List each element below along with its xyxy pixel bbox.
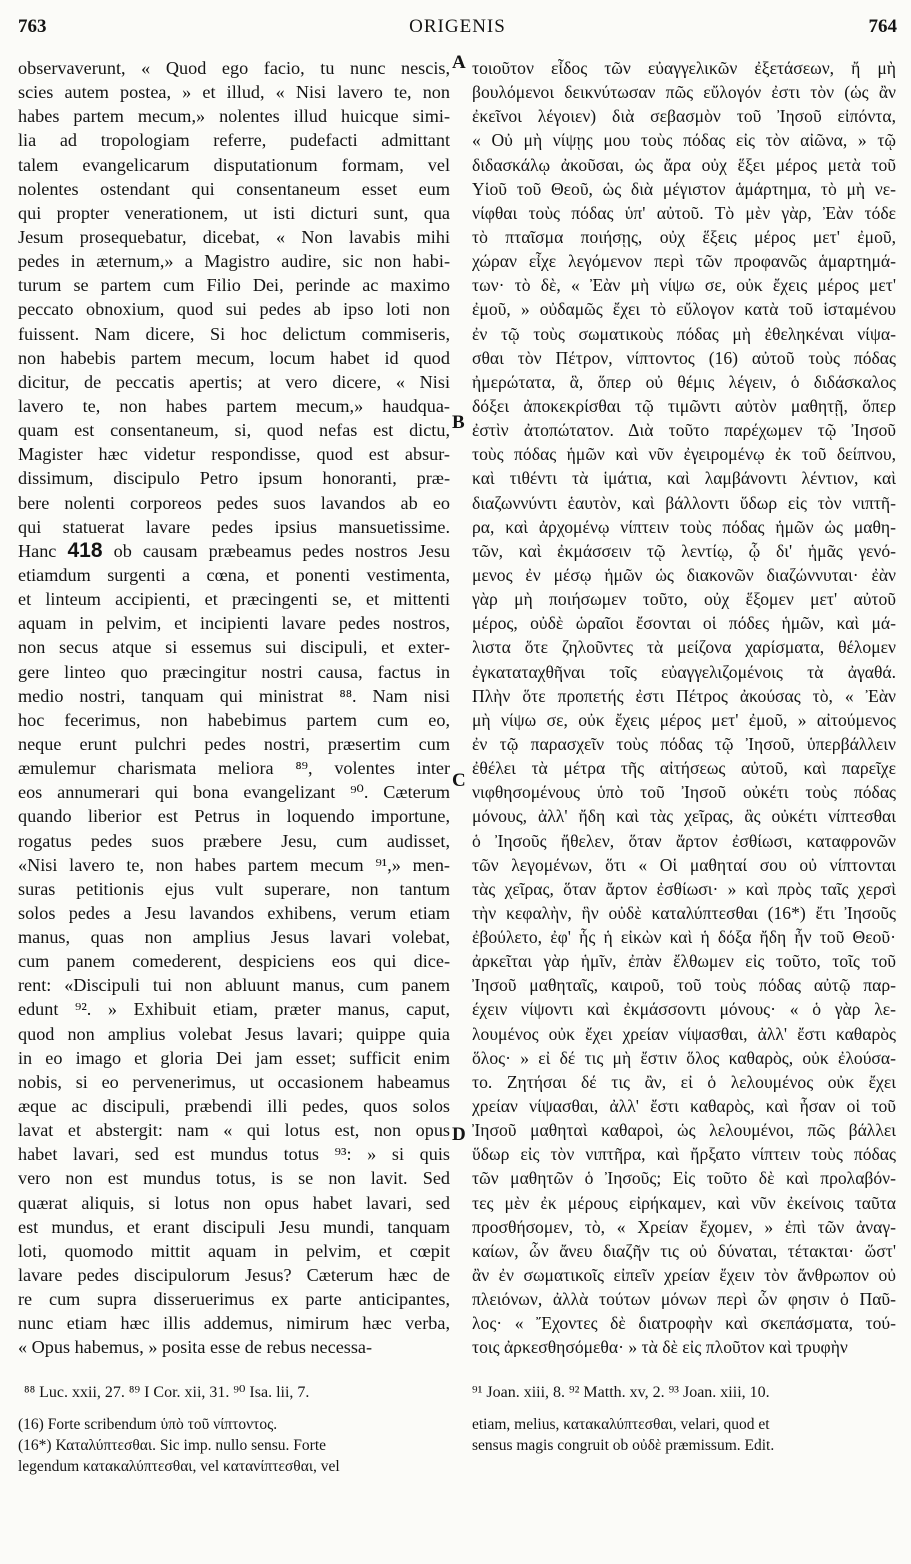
text-line: τοιοῦτον εἶδος τῶν εὐαγγελικῶν ἐξετάσεων, ἤ μὴ [472, 58, 896, 78]
note-line: (16) Forte scribendum ὑπὸ τοῦ νίπτοντος. [18, 1416, 278, 1433]
text-line: διαζωννύντι ἑαυτὸν, καὶ βάλλοντι ὕδωρ εἰς τὸν νιπτῆ- [472, 492, 896, 513]
text-line: των· τὸ δὲ, « Ἐὰν μὴ νίψω σε, οὐκ ἔχεις μέρος μετ' [472, 275, 896, 296]
text-line: cum panem comederent, despiciens eos qui dice- [18, 951, 450, 972]
text-line: ἠμερώτατα, ἃ, ὅπερ οὐ θέμις λέγειν, ὁ διδάσκαλος [472, 371, 896, 392]
text-line: ὁ Ἰησοῦς ἤθελεν, ὅταν ἄρτον ἐσθίωσι, καταφρονῶν [472, 830, 896, 851]
text-line: fuissent. Nam dicere, Si hoc delictum commiseris, [18, 323, 450, 344]
text-line: qui propter venerationem, ut isti dicturi sunt, qua [18, 202, 450, 223]
text-line: hoc fecerimus, non habebimus partem cum eo, [18, 709, 450, 730]
text-line: ἐβούλετο, ἐφ' ἧς ἡ εἰκὼν καὶ ἡ δόξα ἤδη ἦν τοῦ Θεοῦ· [472, 927, 896, 948]
text-line: ρα, καὶ ἀρχομένῳ νίπτειν τοὺς πόδας ἡμῶν ὡς μαθη- [472, 516, 896, 537]
text-line: peccato obnoxium, quod sui pedes ab ipso loti non [18, 299, 450, 320]
text-line: νιφθησομένους ὑπὸ τοῦ Ἰησοῦ οὐκέτι τοὺς πόδας [472, 782, 896, 803]
text-line: ὅλος· » εἰ δέ τις μὴ ἔστιν ὅλος καθαρὸς, οὐκ ἐλούσα- [472, 1047, 896, 1068]
text-line: Jesum prosequebatur, dicebat, « Non lavabis mihi [18, 226, 450, 247]
text-line: « Οὐ μὴ νίψῃς μου τοὺς πόδας εἰς τὸν αἰῶνα, » τῷ [472, 130, 896, 151]
text-line: Hanc 418 ob causam præbeamus pedes nostros Jesu [18, 538, 451, 562]
text-line: æmulemur charismata meliora ⁸⁹, volentes inter [18, 758, 450, 779]
text-line: « Opus habemus, » posita esse de rebus necessa- [18, 1337, 373, 1358]
page-number-right: 764 [868, 16, 897, 37]
text-line: quærat aliquis, si lotus non opus habet lavari, sed [18, 1192, 450, 1213]
text-line: ἐγκαταταχθῆναι τοῖς εὐαγγελιζομένοις τὰ ἀγαθά. [472, 661, 896, 682]
text-line: habet lavari, sed est mundus totus ⁹³: » si quis [18, 1144, 450, 1165]
note-line: legendum κατακαλύπτεσθαι, vel κατανίπτεσθαι, vel [18, 1458, 340, 1475]
text-line: μενος ἐν μέσῳ ἡμῶν ὡς διακονῶν διαζώννυται· ἐὰν [472, 564, 896, 585]
text-line: καίων, ὧν ἄνευ διαζῆν τις οὐ δύναται, τέτακται· ὥστ' [472, 1240, 896, 1261]
text-line: καὶ τιθέντι τὰ ἱμάτια, καὶ λαμβάνοντι λέντιον, καὶ [472, 468, 896, 489]
text-line: μόνους, ἀλλ' ἤδη καὶ τὰς χεῖρας, ἃς οὐκέτι νίπτεσθαι [472, 806, 896, 827]
text-line: ἂν ἐν σωματικοῖς εἰπεῖν χρείαν ἔχειν τὸν ἄνθρωπον οὐ [472, 1265, 896, 1286]
text-line: habes partem mecum,» nolentes illud huicque simi- [18, 106, 450, 127]
text-line: μέρος, οὐδὲ ὡραῖοι ἔσονται οἱ πόδες ἡμῶν, καὶ μά- [472, 613, 896, 634]
text-line: ἐν τῷ τοὺς σωματικοὺς πόδας μὴ ἐθεληκέναι νίψα- [472, 323, 896, 344]
note-line: (16*) Καταλύπτεσθαι. Sic imp. nullo sensu. Forte [18, 1437, 327, 1454]
text-line: nolentes ostendant qui consentaneum esset eum [18, 178, 450, 199]
text-line: lavat et abstergit: nam « qui lotus est, non opus [18, 1120, 450, 1141]
text-line: loti, quomodo mittit aquam in pelvim, et cœpit [18, 1240, 450, 1261]
text-line: æque ac discipuli, præbendi illi pedes, quos solos [18, 1096, 450, 1117]
text-line: non habebis partem mecum, locum habet id quod [18, 347, 450, 368]
text-line: ἀρκεῖται γὰρ ἡμῖν, ἐπὰν ἔλθωμεν εἰς τοῦτο, τοῖς τοῦ [472, 951, 896, 972]
text-line: τὰς χεῖρας, ὅταν ἄρτον ἐσθίωσι· » καὶ πρὸς ταῖς χερσὶ [472, 878, 896, 899]
text-line: τῶν μαθητῶν ὁ Ἰησοῦς; Εἰς τοῦτο δὲ καὶ προλαβόν- [472, 1168, 896, 1189]
text-line: τοις ἀρκεσθησόμεθα· » τὰ δὲ εἰς πλοῦτον καὶ τρυφὴν [472, 1337, 848, 1358]
text-line: Πλὴν ὅτε προπετής ἐστι Πέτρος ἀκούσας τὸ, « Ἐὰν [472, 685, 896, 706]
text-line: δόξει ἀποκεκρίσθαι τῷ τιμῶντι αὐτὸν μαθητῇ, ὅπερ [472, 395, 896, 416]
text-line: manus, quas non amplius Jesus lavari volebat, [18, 927, 450, 948]
text-line: τῶν λεγομένων, ὅτι « Οἱ μαθηταί σου οὐ νίπτονται [472, 854, 896, 875]
text-line: διδασκάλῳ ἀκοῦσαι, ὡς ἄρα οὐχ ἕξει μέρος μετὰ τοῦ [472, 154, 896, 175]
text-line: χώραν εἶχε λεγόμενον περὶ τῶν προφανῶς ἁμαρτημά- [472, 251, 896, 272]
note-line: sensus magis congruit ob οὐδὲ præmissum. Edit. [472, 1437, 775, 1454]
text-line: bere nolenti corporeos pedes suos lavandos ab eo [18, 492, 450, 513]
text-line: ὕδωρ εἰς τὸν νιπτῆρα, καὶ ἤρξατο νίπτειν τοὺς πόδας [472, 1144, 896, 1165]
text-line: γὰρ μὴ ποιήσωμεν τοῦτο, οὐχ ἕξομεν μετ' αὐτοῦ [472, 589, 896, 610]
text-line: λος· « Ἔχοντες δὲ διατροφὴν καὶ σκεπάσματα, τού- [472, 1313, 896, 1334]
text-line: observaverunt, « Quod ego facio, tu nunc nescis, [18, 58, 450, 78]
text-line: gere linteo quo præcingitur nostri causa, factus in [18, 661, 450, 682]
text-line: quando liberior est Petrus in loquendo importune, [18, 806, 450, 827]
footnotes-left: ⁸⁸ Luc. xxii, 27. ⁸⁹ I Cor. xii, 31. ⁹⁰ Isa. lii, 7. [24, 1384, 310, 1401]
text-line: scies autem postea, » et illud, « Nisi lavero te, non [18, 82, 450, 103]
text-line: σθαι τὸν Πέτρον, νίπτοντος (16) αὐτοῦ τοὺς πόδας [472, 347, 896, 368]
margin-letter-d: D [452, 1124, 466, 1145]
text-line: ἐθέλει τὰ μέτρα τῆς αἰτήσεως αὐτοῦ, καὶ παρεῖχε [472, 758, 896, 779]
column-number: 418 [67, 538, 103, 562]
text-line: turum se partem cum Filio Dei, perinde ac maximo [18, 275, 450, 296]
text-line: Ἰησοῦ μαθηταὶ καθαροὶ, ὡς λελουμένοι, πῶς βάλλει [472, 1120, 896, 1141]
text-line: edunt ⁹². » Exhibuit etiam, præter manus, caput, [18, 999, 450, 1020]
text-line: έχειν νίψοντι καὶ ἐκμάσσοντι μόνους· « ὁ γὰρ λε- [472, 999, 896, 1020]
text-line: λουμένος οὐκ ἔχει χρείαν νίψασθαι, ἀλλ' ἔστι καθαρὸς [472, 1023, 896, 1044]
text-line: quam est consentaneum, si, quod nefas est dictu, [18, 420, 450, 441]
text-line: ἐμοῦ, » οὐδαμῶς ἔχει τὸ εὔλογον κατὰ τοῦ ἱσταμένου [472, 299, 896, 320]
text-line: et linteum accipienti, et præcingenti se, et mittenti [18, 589, 450, 610]
text-line: talem evangelicarum disputationum formam, vel [18, 154, 450, 175]
text-line: dicitur, de peccatis apertis; at vero dicere, « Nisi [18, 371, 450, 392]
text-line: eos annumerari qui bona evangelizant ⁹⁰. Cæterum [18, 782, 450, 803]
margin-letter-c: C [452, 770, 466, 791]
text-line: lavare pedes discipulorum Jesus? Cæterum hæc de [18, 1265, 450, 1286]
text-line: νίφθαι τοὺς πόδας ὑπ' αὐτοῦ. Τὸ μὲν γὰρ, Ἐὰν τόδε [472, 202, 896, 223]
text-line: neque erunt pulchri pedes nostri, præsertim cum [18, 733, 450, 754]
text-line: non secus atque si essemus sui discipuli, et exter- [18, 637, 450, 658]
text-line: re cum supra disseruerimus ex parte anticipantes, [18, 1289, 450, 1310]
text-line: τὴν κεφαλὴν, ἣν οὐδὲ καταλύπτεσθαι (16*) ἔτι Ἰησοῦς [472, 902, 896, 923]
text-line: Magister hæc videtur respondisse, quod est absur- [18, 444, 450, 465]
text-line: in eo imago et gloria Dei jam esset; sufficit enim [18, 1047, 450, 1068]
editor-notes-left [18, 1414, 450, 1477]
text-line: τῶν, καὶ ἐκμάσσειν τῷ λεντίῳ, ᾧ δι' ἡμᾶς γενό- [472, 540, 896, 561]
margin-letter-a: A [452, 52, 466, 73]
latin-column [18, 56, 450, 1360]
text-line: etiamdum surgenti a cœna, et ponenti vestimenta, [18, 564, 450, 585]
running-header [18, 14, 897, 42]
text-line: rent: «Discipuli tui non abluunt manus, cum panem [18, 975, 450, 996]
text-line: quod non amplius volebat Jesus lavari; quippe quia [18, 1023, 450, 1044]
text-line: προσθήσομεν, τὸ, « Χρείαν ἔχομεν, » ἐπὶ τῶν ἀναγ- [472, 1216, 896, 1237]
text-line: nobis, si eo pervenerimus, ut occasionem habeamus [18, 1071, 450, 1092]
text-line: aquam in pelvim, et incipienti lavare pedes nostros, [18, 613, 450, 634]
text-line: rogatus pedes suos præbere Jesu, cum audisset, [18, 830, 450, 851]
text-line: μὴ νίψω σε, οὐκ ἔχεις μέρος μετ' ἐμοῦ, » αἰτούμενος [472, 709, 896, 730]
text-line: τοὺς πόδας ἡμῶν καὶ νῦν ἐγειρομένῳ ἐκ τοῦ δείπνου, [472, 444, 896, 465]
text-line: lavero te, non habes partem mecum,» haudqua- [18, 395, 450, 416]
greek-column [472, 56, 896, 1360]
text-line: suras petitionis ejus vult superare, non tantum [18, 878, 450, 899]
text-line: est mundus, et erant discipuli Jesu mundi, tanquam [18, 1216, 450, 1237]
text-line: ἐκεῖνοι λέγοιεν) διὰ σεβασμὸν τοῦ Ἰησοῦ εἰπόντα, [472, 106, 896, 127]
text-line: qui statuerat lavare pedes ipsius mansuetissime. [18, 516, 450, 537]
text-line: solos pedes a Jesu lavandos exhibens, verum etiam [18, 902, 450, 923]
text-line: lia ad tropologiam referre, pudefacti admittant [18, 130, 450, 151]
text-line: ἐν τῷ παρασχεῖν τοὺς πόδας τῷ Ἰησοῦ, ὑπερβάλλειν [472, 733, 896, 754]
text-line: βουλόμενοι δεικνύτωσαν πῶς εὔλογόν ἐστι τὸν (ὡς ἂν [472, 82, 896, 103]
text-line: πλειόνων, ἀλλὰ τούτων μόνων περὶ ὧν φησιν ὁ Παῦ- [472, 1289, 896, 1310]
text-line: χρείαν νίψασθαι, ἀλλ' ἔστι καθαρὸς, καὶ ἦσαν οἱ τοῦ [472, 1096, 896, 1117]
note-line: etiam, melius, κατακαλύπτεσθαι, velari, quod et [472, 1416, 770, 1433]
running-title: ORIGENIS [409, 16, 506, 37]
text-line: τὸ πταῖσμα ποιήσῃς, οὐχ ἕξεις μέρος μετ' ἐμοῦ, [472, 226, 896, 247]
editor-notes-right [472, 1414, 896, 1456]
text-line: λιστα ὅτε ζηλοῦντες τὰ μείζονα χαρίσματα, θέλομεν [472, 637, 896, 658]
text-line: pedes in æternum,» a Magistro audire, sic non habi- [18, 251, 450, 272]
text-line: dissimum, discipulo Petro ipsum honoranti, præ- [18, 468, 450, 489]
text-line: το. Ζητήσαι δέ τις ἂν, εἰ ὁ λελουμένος οὐκ ἔχει [472, 1071, 896, 1092]
margin-letter-b: B [452, 412, 465, 433]
text-line: medio nostri, tanquam qui ministrat ⁸⁸. Nam nisi [18, 685, 450, 706]
text-line: vero non est mundus totus, is se non lavit. Sed [18, 1168, 450, 1189]
text-line: τες μὲν ἐκ μέρους εἰρήκαμεν, καὶ νῦν ἐκείνοις ταῦτα [472, 1192, 896, 1213]
text-line: «Nisi lavero te, non habes partem mecum ⁹¹,» men- [18, 854, 450, 875]
text-line: nunc etiam hæc illis addemus, nimirum hæc verba, [18, 1313, 450, 1334]
page-number-left: 763 [18, 16, 47, 37]
text-line: Ἰησοῦ μαθηταῖς, καιροῦ, τοῦ τοὺς πόδας αὐτῷ παρ- [472, 975, 896, 996]
footnotes-right: ⁹¹ Joan. xiii, 8. ⁹² Matth. xv, 2. ⁹³ Joan. xiii, 10. [472, 1384, 770, 1401]
text-line: Υἱοῦ τοῦ Θεοῦ, ὡς διὰ μέγιστον ἁμάρτημα, τὸ μὴ νε- [472, 178, 896, 199]
text-line: ἐστὶν ἀτοπώτατον. Διὰ τοῦτο παρέχωμεν τῷ Ἰησοῦ [472, 420, 896, 441]
